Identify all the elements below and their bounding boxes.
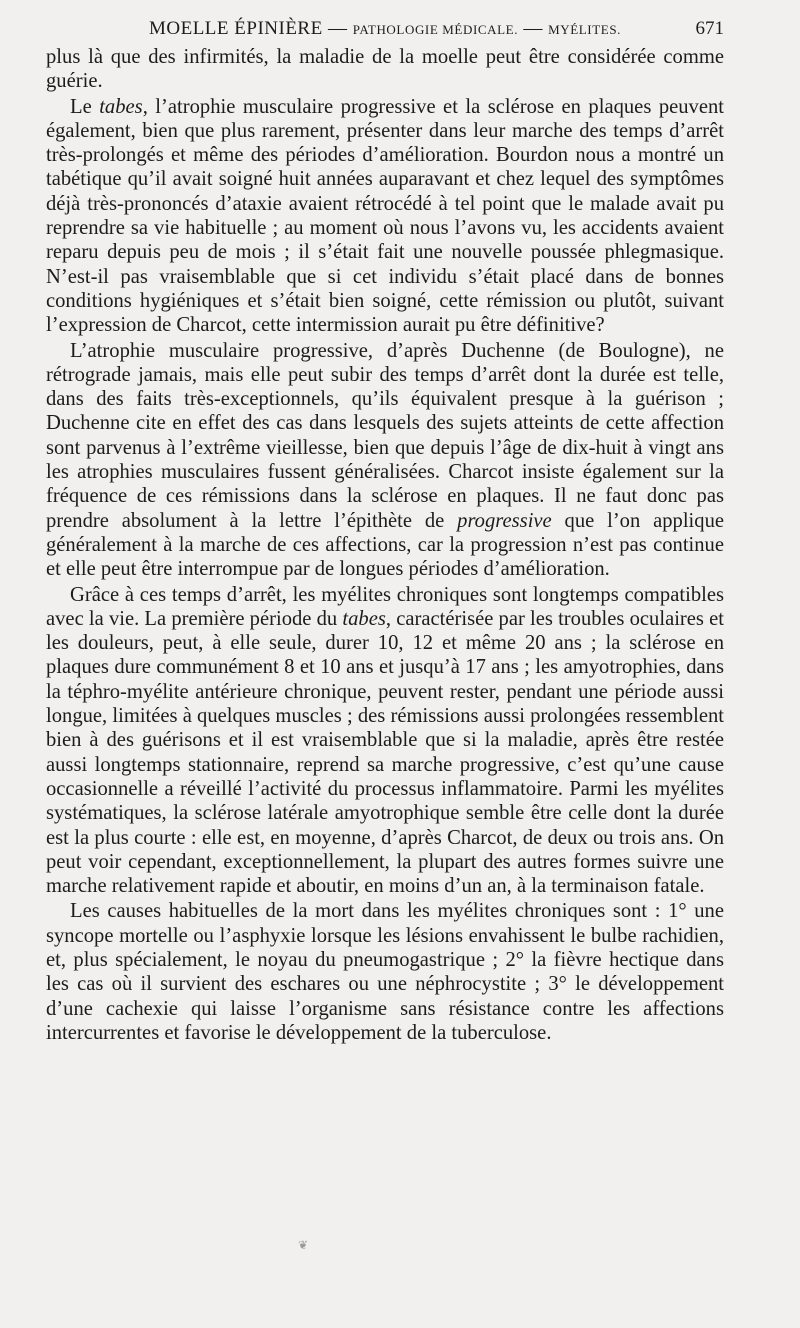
paragraph-4-start: Grâce à ces temps d’arrêt, les myélites chroniques sont longtemps compatibles avec la vie. La première période du xyxy=(46,583,724,630)
paragraph-5-text: Les causes habituelles de la mort dans les myélites chroniques sont : 1° une syncope mortelle ou l’asphyxie lorsque les lésions envahissent le bulbe rachidien, et, plus spécialement, le noyau du pneumogastrique ; 2° la fièvre hectique dans les cas où il survient des eschares ou une néphrocystite ; 3° le développement d’une cachexie qui laisse l’organisme sans résistance contre les affections intercurrentes et favorise le développement de la tuberculose. xyxy=(46,900,724,1044)
running-title-sub: MYÉLITES. xyxy=(548,22,621,37)
running-title-main: MOELLE ÉPINIÈRE xyxy=(148,18,323,39)
body-text xyxy=(46,45,724,1045)
page-number: 671 xyxy=(695,18,724,39)
paragraph-4 xyxy=(46,583,724,899)
running-header xyxy=(46,14,724,44)
running-title xyxy=(46,18,724,40)
running-title-section: PATHOLOGIE MÉDICALE. xyxy=(352,22,519,37)
paragraph-2-italic: tabes xyxy=(99,95,143,118)
paragraph-2 xyxy=(46,95,724,338)
title-dash: — xyxy=(518,18,549,39)
title-dash: — xyxy=(322,18,353,39)
paragraph-3-rest: que l’on applique généralement à la marche de ces affections, car la progression n’est pas continue et elle peut être interrompue par de longues périodes d’amélioration. xyxy=(46,509,725,581)
paragraph-1-text: plus là que des infirmités, la maladie de la moelle peut être considérée comme guérie. xyxy=(46,46,724,93)
paragraph-3-italic: progressive xyxy=(457,509,552,532)
ink-speck-decoration: ❦ xyxy=(298,1238,309,1252)
paragraph-3 xyxy=(46,339,724,582)
paragraph-4-italic: tabes xyxy=(342,607,386,630)
paragraph-4-rest: , caractérisée par les troubles oculaires et les douleurs, peut, à elle seule, durer 10, 12 et même 20 ans ; la sclérose en plaques dure communément 8 et 10 ans et jusqu’à 17 ans ; les amyotrophies, dans la téphro-myélite antérieure chronique, peuvent rester, pendant une période aussi longue, limitées à quelques muscles ; des rémissions aussi prolongées ressemblent bien à des guérisons et il est vraisemblable que si la maladie, après être restée aussi longtemps stationnaire, reprend sa marche progressive, c’est qu’une cause occasionnelle a réveillé l’activité du processus inflammatoire. Parmi les myélites systématiques, la sclérose latérale amyotrophique semble être celle dont la durée est la plus courte : elle est, en moyenne, d’après Charcot, de deux ou trois ans. On peut voir cependant, exceptionnellement, la plupart des autres formes suivre une marche relativement rapide et aboutir, en moins d’un an, à la terminaison fatale. xyxy=(46,607,724,898)
book-page xyxy=(46,14,724,1045)
paragraph-1 xyxy=(46,45,724,94)
paragraph-2-rest: , l’atrophie musculaire progressive et la sclérose en plaques peuvent également, bien que plus rarement, présenter dans leur marche des temps d’arrêt très-prolongés et même des périodes d’amélioration. Bourdon nous a montré un tabétique qu’il avait soigné huit années auparavant et chez lequel des symptômes déjà très-prononcés d’ataxie avaient rétrocédé à tel point que le malade avait pu reprendre sa vie habituelle ; au moment où nous l’avons vu, les accidents avaient reparu depuis peu de mois ; il s’était fait une nouvelle poussée phlegmasique. N’est-il pas vraisemblable que si cet individu s’était placé dans de bonnes conditions hygiéniques et s’était bien soigné, cette rémission ou plutôt, suivant l’expression de Charcot, cette intermission aurait pu être définitive? xyxy=(46,95,725,337)
paragraph-2-start: Le xyxy=(70,95,100,118)
paragraph-5 xyxy=(46,899,724,1045)
paragraph-3-start: L’atrophie musculaire progressive, d’après Duchenne (de Boulogne), ne rétrograde jamais, mais elle peut subir des temps d’arrêt dont la durée est telle, dans des faits très-exceptionnels, qu’ils équivalent presque à la guérison ; Duchenne cite en effet des cas dans lesquels des sujets atteints de cette affection sont parvenus à l’extrême vieillesse, bien que depuis l’âge de dix-huit à vingt ans les atrophies musculaires fussent généralisées. Charcot insiste également sur la fréquence de ces rémissions dans la sclérose en plaques. Il ne faut donc pas prendre absolument à la lettre l’épithète de xyxy=(46,339,724,532)
